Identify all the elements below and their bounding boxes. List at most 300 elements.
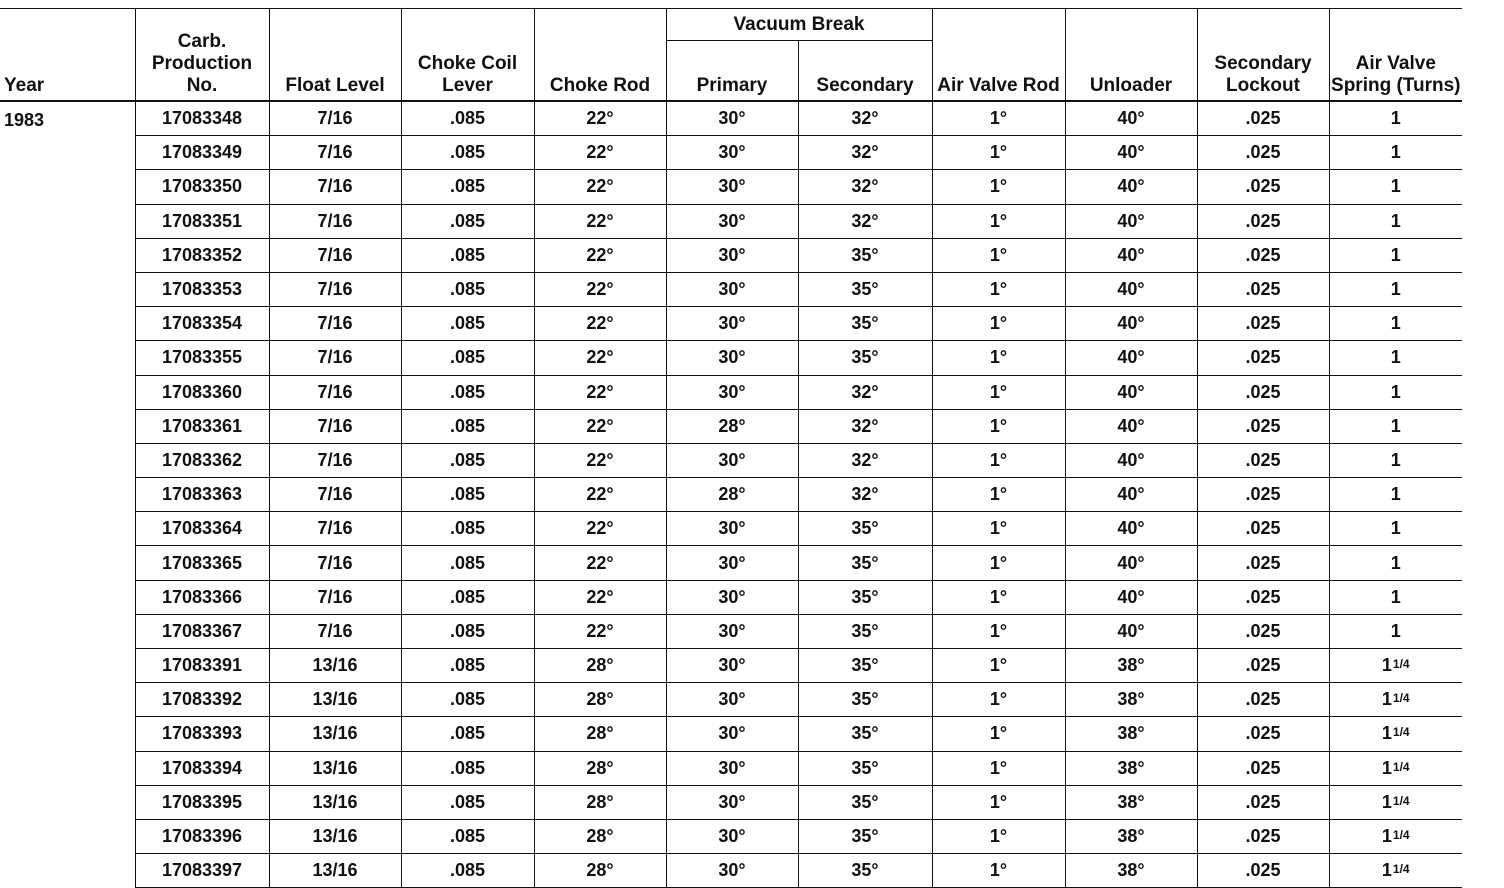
air-valve-rod-cell: 1° <box>932 170 1065 204</box>
header-air-valve-spring: Air Valve Spring (Turns) <box>1329 9 1462 102</box>
vacuum-break-secondary-cell: 35° <box>798 238 932 272</box>
vacuum-break-primary-cell: 30° <box>666 204 798 238</box>
vacuum-break-primary-cell: 30° <box>666 136 798 170</box>
header-carb-production-no: Carb. Production No. <box>135 9 269 102</box>
secondary-lockout-cell: .025 <box>1197 546 1329 580</box>
spring-turns-fraction: 1/4 <box>1392 793 1410 808</box>
header-choke-coil-lever: Choke Coil Lever <box>401 9 534 102</box>
air-valve-spring-cell <box>1329 238 1462 272</box>
table-row <box>0 614 1462 648</box>
float-level-cell: 7/16 <box>269 101 401 136</box>
choke-rod-cell: 22° <box>534 101 666 136</box>
air-valve-rod-cell: 1° <box>932 512 1065 546</box>
vacuum-break-primary-cell: 30° <box>666 546 798 580</box>
table-row <box>0 409 1462 443</box>
float-level-cell: 7/16 <box>269 272 401 306</box>
choke-rod-cell: 28° <box>534 649 666 683</box>
air-valve-rod-cell: 1° <box>932 101 1065 136</box>
table-row <box>0 101 1462 136</box>
carb-production-no-cell: 17083352 <box>135 238 269 272</box>
table-body <box>0 101 1462 888</box>
table-row <box>0 238 1462 272</box>
air-valve-rod-cell: 1° <box>932 819 1065 853</box>
air-valve-rod-cell: 1° <box>932 307 1065 341</box>
spring-turns-whole: 1 <box>1390 347 1401 368</box>
unloader-cell: 40° <box>1065 580 1197 614</box>
vacuum-break-primary-cell: 30° <box>666 443 798 477</box>
air-valve-rod-cell: 1° <box>932 341 1065 375</box>
table-row <box>0 375 1462 409</box>
table-row <box>0 854 1462 888</box>
header-float-level: Float Level <box>269 9 401 102</box>
vacuum-break-primary-cell: 30° <box>666 580 798 614</box>
vacuum-break-secondary-cell: 32° <box>798 409 932 443</box>
secondary-lockout-cell: .025 <box>1197 238 1329 272</box>
vacuum-break-secondary-cell: 35° <box>798 272 932 306</box>
carb-production-no-cell: 17083355 <box>135 341 269 375</box>
secondary-lockout-cell: .025 <box>1197 443 1329 477</box>
vacuum-break-primary-cell: 30° <box>666 272 798 306</box>
carb-production-no-cell: 17083396 <box>135 819 269 853</box>
vacuum-break-primary-cell: 30° <box>666 375 798 409</box>
secondary-lockout-cell: .025 <box>1197 649 1329 683</box>
unloader-cell: 38° <box>1065 683 1197 717</box>
float-level-cell: 7/16 <box>269 443 401 477</box>
vacuum-break-secondary-cell: 35° <box>798 717 932 751</box>
spring-turns-whole: 1 <box>1390 176 1401 197</box>
choke-coil-lever-cell: .085 <box>401 204 534 238</box>
carb-production-no-cell: 17083361 <box>135 409 269 443</box>
spring-turns-whole: 1 <box>1390 210 1401 231</box>
header-choke-rod: Choke Rod <box>534 9 666 102</box>
secondary-lockout-cell: .025 <box>1197 580 1329 614</box>
secondary-lockout-cell: .025 <box>1197 717 1329 751</box>
choke-rod-cell: 28° <box>534 683 666 717</box>
float-level-cell: 7/16 <box>269 204 401 238</box>
air-valve-spring-cell <box>1329 136 1462 170</box>
vacuum-break-primary-cell: 30° <box>666 751 798 785</box>
air-valve-rod-cell: 1° <box>932 649 1065 683</box>
unloader-cell: 40° <box>1065 341 1197 375</box>
spring-turns-whole: 1 <box>1390 313 1401 334</box>
air-valve-spring-cell <box>1329 272 1462 306</box>
choke-coil-lever-cell: .085 <box>401 580 534 614</box>
air-valve-rod-cell: 1° <box>932 272 1065 306</box>
float-level-cell: 7/16 <box>269 341 401 375</box>
vacuum-break-primary-cell: 30° <box>666 307 798 341</box>
spring-turns-whole: 1 <box>1390 586 1401 607</box>
table-row <box>0 819 1462 853</box>
vacuum-break-primary-cell: 30° <box>666 614 798 648</box>
unloader-cell: 40° <box>1065 170 1197 204</box>
choke-coil-lever-cell: .085 <box>401 854 534 888</box>
secondary-lockout-cell: .025 <box>1197 683 1329 717</box>
table-row <box>0 204 1462 238</box>
float-level-cell: 7/16 <box>269 478 401 512</box>
unloader-cell: 40° <box>1065 307 1197 341</box>
float-level-cell: 7/16 <box>269 409 401 443</box>
carburetor-spec-table <box>0 8 1462 888</box>
table-row <box>0 136 1462 170</box>
vacuum-break-secondary-cell: 32° <box>798 136 932 170</box>
choke-coil-lever-cell: .085 <box>401 819 534 853</box>
spring-turns-whole: 1 <box>1381 757 1392 778</box>
table-row <box>0 478 1462 512</box>
table-row <box>0 785 1462 819</box>
choke-coil-lever-cell: .085 <box>401 443 534 477</box>
unloader-cell: 40° <box>1065 272 1197 306</box>
air-valve-spring-cell <box>1329 649 1462 683</box>
carb-production-no-cell: 17083351 <box>135 204 269 238</box>
float-level-cell: 7/16 <box>269 512 401 546</box>
choke-coil-lever-cell: .085 <box>401 512 534 546</box>
vacuum-break-primary-cell: 30° <box>666 170 798 204</box>
secondary-lockout-cell: .025 <box>1197 136 1329 170</box>
secondary-lockout-cell: .025 <box>1197 478 1329 512</box>
carb-production-no-cell: 17083349 <box>135 136 269 170</box>
air-valve-spring-cell <box>1329 614 1462 648</box>
float-level-cell: 7/16 <box>269 614 401 648</box>
choke-coil-lever-cell: .085 <box>401 375 534 409</box>
carb-production-no-cell: 17083395 <box>135 785 269 819</box>
float-level-cell: 13/16 <box>269 854 401 888</box>
vacuum-break-primary-cell: 30° <box>666 341 798 375</box>
choke-rod-cell: 22° <box>534 375 666 409</box>
float-level-cell: 7/16 <box>269 546 401 580</box>
vacuum-break-primary-cell: 30° <box>666 649 798 683</box>
carb-production-no-cell: 17083365 <box>135 546 269 580</box>
header-air-valve-rod: Air Valve Rod <box>932 9 1065 102</box>
header-vacuum-break: Vacuum Break <box>666 9 932 41</box>
vacuum-break-primary-cell: 30° <box>666 854 798 888</box>
table-row <box>0 272 1462 306</box>
choke-coil-lever-cell: .085 <box>401 170 534 204</box>
spring-turns-fraction: 1/4 <box>1392 828 1410 843</box>
carb-production-no-cell: 17083392 <box>135 683 269 717</box>
air-valve-rod-cell: 1° <box>932 785 1065 819</box>
float-level-cell: 13/16 <box>269 819 401 853</box>
header-year: Year <box>0 9 135 102</box>
vacuum-break-primary-cell: 30° <box>666 785 798 819</box>
vacuum-break-secondary-cell: 35° <box>798 512 932 546</box>
spring-turns-whole: 1 <box>1390 108 1401 129</box>
choke-rod-cell: 28° <box>534 819 666 853</box>
spring-turns-whole: 1 <box>1390 620 1401 641</box>
spring-turns-whole: 1 <box>1390 244 1401 265</box>
spring-turns-whole: 1 <box>1381 826 1392 847</box>
air-valve-rod-cell: 1° <box>932 238 1065 272</box>
air-valve-spring-cell <box>1329 683 1462 717</box>
float-level-cell: 13/16 <box>269 683 401 717</box>
table-header <box>0 9 1462 102</box>
choke-coil-lever-cell: .085 <box>401 307 534 341</box>
float-level-cell: 13/16 <box>269 649 401 683</box>
carb-production-no-cell: 17083391 <box>135 649 269 683</box>
unloader-cell: 40° <box>1065 375 1197 409</box>
carb-production-no-cell: 17083350 <box>135 170 269 204</box>
vacuum-break-secondary-cell: 35° <box>798 819 932 853</box>
air-valve-spring-cell <box>1329 854 1462 888</box>
choke-coil-lever-cell: .085 <box>401 546 534 580</box>
unloader-cell: 38° <box>1065 751 1197 785</box>
carb-production-no-cell: 17083354 <box>135 307 269 341</box>
float-level-cell: 7/16 <box>269 170 401 204</box>
choke-rod-cell: 22° <box>534 238 666 272</box>
air-valve-rod-cell: 1° <box>932 614 1065 648</box>
unloader-cell: 40° <box>1065 136 1197 170</box>
air-valve-spring-cell <box>1329 546 1462 580</box>
choke-rod-cell: 22° <box>534 341 666 375</box>
choke-coil-lever-cell: .085 <box>401 751 534 785</box>
table-row <box>0 512 1462 546</box>
carb-production-no-cell: 17083353 <box>135 272 269 306</box>
choke-coil-lever-cell: .085 <box>401 238 534 272</box>
air-valve-spring-cell <box>1329 478 1462 512</box>
spring-turns-whole: 1 <box>1390 415 1401 436</box>
secondary-lockout-cell: .025 <box>1197 409 1329 443</box>
spring-turns-fraction: 1/4 <box>1392 725 1410 740</box>
air-valve-spring-cell <box>1329 101 1462 136</box>
carb-production-no-cell: 17083362 <box>135 443 269 477</box>
air-valve-rod-cell: 1° <box>932 443 1065 477</box>
table-row <box>0 546 1462 580</box>
float-level-cell: 7/16 <box>269 238 401 272</box>
vacuum-break-primary-cell: 30° <box>666 819 798 853</box>
choke-rod-cell: 22° <box>534 204 666 238</box>
air-valve-spring-cell <box>1329 375 1462 409</box>
vacuum-break-secondary-cell: 35° <box>798 614 932 648</box>
choke-rod-cell: 22° <box>534 614 666 648</box>
spring-turns-whole: 1 <box>1390 484 1401 505</box>
choke-coil-lever-cell: .085 <box>401 649 534 683</box>
carb-production-no-cell: 17083360 <box>135 375 269 409</box>
secondary-lockout-cell: .025 <box>1197 614 1329 648</box>
unloader-cell: 40° <box>1065 512 1197 546</box>
header-unloader: Unloader <box>1065 9 1197 102</box>
float-level-cell: 13/16 <box>269 751 401 785</box>
choke-rod-cell: 22° <box>534 443 666 477</box>
float-level-cell: 13/16 <box>269 785 401 819</box>
table-row <box>0 307 1462 341</box>
vacuum-break-secondary-cell: 35° <box>798 580 932 614</box>
secondary-lockout-cell: .025 <box>1197 307 1329 341</box>
spring-turns-fraction: 1/4 <box>1392 657 1410 672</box>
choke-rod-cell: 22° <box>534 307 666 341</box>
float-level-cell: 7/16 <box>269 375 401 409</box>
air-valve-spring-cell <box>1329 785 1462 819</box>
spring-turns-whole: 1 <box>1381 689 1392 710</box>
vacuum-break-primary-cell: 30° <box>666 683 798 717</box>
choke-rod-cell: 28° <box>534 854 666 888</box>
float-level-cell: 7/16 <box>269 307 401 341</box>
spring-turns-whole: 1 <box>1381 723 1392 744</box>
secondary-lockout-cell: .025 <box>1197 170 1329 204</box>
header-vacuum-break-primary: Primary <box>666 41 798 102</box>
secondary-lockout-cell: .025 <box>1197 512 1329 546</box>
air-valve-rod-cell: 1° <box>932 717 1065 751</box>
vacuum-break-secondary-cell: 35° <box>798 307 932 341</box>
spring-turns-fraction: 1/4 <box>1392 759 1410 774</box>
vacuum-break-secondary-cell: 32° <box>798 478 932 512</box>
air-valve-spring-cell <box>1329 580 1462 614</box>
float-level-cell: 7/16 <box>269 580 401 614</box>
spring-turns-fraction: 1/4 <box>1392 691 1410 706</box>
vacuum-break-secondary-cell: 32° <box>798 101 932 136</box>
choke-coil-lever-cell: .085 <box>401 341 534 375</box>
air-valve-spring-cell <box>1329 204 1462 238</box>
header-secondary-lockout: Secondary Lockout <box>1197 9 1329 102</box>
carb-production-no-cell: 17083367 <box>135 614 269 648</box>
choke-coil-lever-cell: .085 <box>401 272 534 306</box>
unloader-cell: 40° <box>1065 238 1197 272</box>
air-valve-rod-cell: 1° <box>932 683 1065 717</box>
unloader-cell: 40° <box>1065 204 1197 238</box>
choke-rod-cell: 22° <box>534 170 666 204</box>
secondary-lockout-cell: .025 <box>1197 341 1329 375</box>
air-valve-rod-cell: 1° <box>932 478 1065 512</box>
year-cell: 1983 <box>4 110 45 130</box>
choke-coil-lever-cell: .085 <box>401 101 534 136</box>
air-valve-rod-cell: 1° <box>932 375 1065 409</box>
air-valve-spring-cell <box>1329 170 1462 204</box>
unloader-cell: 40° <box>1065 409 1197 443</box>
air-valve-rod-cell: 1° <box>932 204 1065 238</box>
air-valve-rod-cell: 1° <box>932 409 1065 443</box>
carb-production-no-cell: 17083348 <box>135 101 269 136</box>
air-valve-spring-cell <box>1329 819 1462 853</box>
carb-production-no-cell: 17083393 <box>135 717 269 751</box>
air-valve-rod-cell: 1° <box>932 854 1065 888</box>
secondary-lockout-cell: .025 <box>1197 854 1329 888</box>
vacuum-break-secondary-cell: 35° <box>798 649 932 683</box>
spec-table-container <box>0 8 1462 888</box>
choke-rod-cell: 28° <box>534 717 666 751</box>
choke-rod-cell: 22° <box>534 512 666 546</box>
carb-production-no-cell: 17083394 <box>135 751 269 785</box>
choke-rod-cell: 22° <box>534 409 666 443</box>
air-valve-spring-cell <box>1329 307 1462 341</box>
header-vacuum-break-secondary: Secondary <box>798 41 932 102</box>
vacuum-break-primary-cell: 30° <box>666 512 798 546</box>
air-valve-spring-cell <box>1329 409 1462 443</box>
spring-turns-whole: 1 <box>1390 381 1401 402</box>
unloader-cell: 40° <box>1065 478 1197 512</box>
spring-turns-whole: 1 <box>1390 552 1401 573</box>
choke-coil-lever-cell: .085 <box>401 409 534 443</box>
choke-coil-lever-cell: .085 <box>401 136 534 170</box>
air-valve-spring-cell <box>1329 751 1462 785</box>
secondary-lockout-cell: .025 <box>1197 751 1329 785</box>
vacuum-break-secondary-cell: 35° <box>798 546 932 580</box>
vacuum-break-secondary-cell: 35° <box>798 683 932 717</box>
vacuum-break-primary-cell: 30° <box>666 238 798 272</box>
unloader-cell: 40° <box>1065 614 1197 648</box>
choke-rod-cell: 22° <box>534 478 666 512</box>
table-row <box>0 341 1462 375</box>
vacuum-break-secondary-cell: 32° <box>798 170 932 204</box>
choke-coil-lever-cell: .085 <box>401 614 534 648</box>
air-valve-rod-cell: 1° <box>932 546 1065 580</box>
table-row <box>0 751 1462 785</box>
choke-rod-cell: 28° <box>534 785 666 819</box>
secondary-lockout-cell: .025 <box>1197 272 1329 306</box>
table-row <box>0 649 1462 683</box>
secondary-lockout-cell: .025 <box>1197 204 1329 238</box>
vacuum-break-primary-cell: 30° <box>666 717 798 751</box>
unloader-cell: 38° <box>1065 854 1197 888</box>
carb-production-no-cell: 17083364 <box>135 512 269 546</box>
air-valve-spring-cell <box>1329 341 1462 375</box>
spring-turns-whole: 1 <box>1381 655 1392 676</box>
unloader-cell: 40° <box>1065 101 1197 136</box>
carb-production-no-cell: 17083363 <box>135 478 269 512</box>
spring-turns-whole: 1 <box>1381 791 1392 812</box>
choke-coil-lever-cell: .085 <box>401 717 534 751</box>
air-valve-rod-cell: 1° <box>932 580 1065 614</box>
spring-turns-whole: 1 <box>1390 279 1401 300</box>
secondary-lockout-cell: .025 <box>1197 819 1329 853</box>
table-row <box>0 580 1462 614</box>
air-valve-spring-cell <box>1329 512 1462 546</box>
unloader-cell: 38° <box>1065 819 1197 853</box>
choke-coil-lever-cell: .085 <box>401 683 534 717</box>
secondary-lockout-cell: .025 <box>1197 101 1329 136</box>
choke-rod-cell: 22° <box>534 272 666 306</box>
unloader-cell: 38° <box>1065 717 1197 751</box>
vacuum-break-secondary-cell: 32° <box>798 443 932 477</box>
spring-turns-whole: 1 <box>1390 518 1401 539</box>
spring-turns-fraction: 1/4 <box>1392 862 1410 877</box>
unloader-cell: 38° <box>1065 785 1197 819</box>
choke-coil-lever-cell: .085 <box>401 478 534 512</box>
air-valve-spring-cell <box>1329 717 1462 751</box>
spring-turns-whole: 1 <box>1390 142 1401 163</box>
air-valve-rod-cell: 1° <box>932 136 1065 170</box>
unloader-cell: 40° <box>1065 546 1197 580</box>
vacuum-break-secondary-cell: 35° <box>798 341 932 375</box>
table-row <box>0 170 1462 204</box>
unloader-cell: 38° <box>1065 649 1197 683</box>
carb-production-no-cell: 17083366 <box>135 580 269 614</box>
secondary-lockout-cell: .025 <box>1197 375 1329 409</box>
table-row <box>0 443 1462 477</box>
spring-turns-whole: 1 <box>1390 449 1401 470</box>
float-level-cell: 7/16 <box>269 136 401 170</box>
choke-rod-cell: 22° <box>534 546 666 580</box>
vacuum-break-primary-cell: 28° <box>666 478 798 512</box>
choke-rod-cell: 22° <box>534 580 666 614</box>
choke-coil-lever-cell: .085 <box>401 785 534 819</box>
table-row <box>0 717 1462 751</box>
vacuum-break-secondary-cell: 35° <box>798 785 932 819</box>
vacuum-break-primary-cell: 30° <box>666 101 798 136</box>
vacuum-break-secondary-cell: 35° <box>798 751 932 785</box>
spring-turns-whole: 1 <box>1381 860 1392 881</box>
air-valve-spring-cell <box>1329 443 1462 477</box>
vacuum-break-secondary-cell: 35° <box>798 854 932 888</box>
vacuum-break-secondary-cell: 32° <box>798 375 932 409</box>
unloader-cell: 40° <box>1065 443 1197 477</box>
vacuum-break-secondary-cell: 32° <box>798 204 932 238</box>
carb-production-no-cell: 17083397 <box>135 854 269 888</box>
vacuum-break-primary-cell: 28° <box>666 409 798 443</box>
float-level-cell: 13/16 <box>269 717 401 751</box>
choke-rod-cell: 28° <box>534 751 666 785</box>
secondary-lockout-cell: .025 <box>1197 785 1329 819</box>
air-valve-rod-cell: 1° <box>932 751 1065 785</box>
choke-rod-cell: 22° <box>534 136 666 170</box>
table-row <box>0 683 1462 717</box>
